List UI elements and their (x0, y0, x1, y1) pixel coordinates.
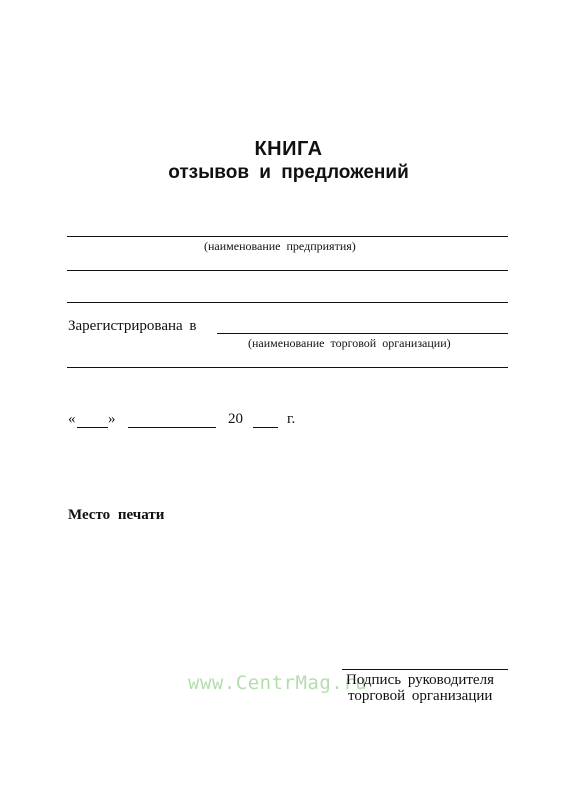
date-close-quote: » (108, 411, 116, 427)
document-title: КНИГА (254, 138, 323, 160)
document-subtitle: отзывов и предложений (168, 162, 409, 183)
enterprise-name-caption: (наименование предприятия) (204, 239, 356, 253)
registration-org-caption: (наименование торговой организации) (248, 336, 451, 350)
registration-org-line[interactable] (217, 333, 508, 334)
signature-line[interactable] (342, 669, 508, 670)
date-year-line[interactable] (253, 427, 278, 428)
signature-caption-line2: торговой организации (348, 688, 493, 704)
stamp-place-label: Место печати (68, 507, 165, 523)
date-year-suffix: г. (287, 411, 296, 427)
date-year-prefix: 20 (228, 411, 243, 427)
date-day-line[interactable] (77, 427, 108, 428)
enterprise-extra-line-1[interactable] (67, 270, 508, 271)
registration-extra-line[interactable] (67, 367, 508, 368)
enterprise-name-line[interactable] (67, 236, 508, 237)
registration-label: Зарегистрирована в (68, 318, 197, 334)
date-month-line[interactable] (128, 427, 216, 428)
enterprise-extra-line-2[interactable] (67, 302, 508, 303)
signature-caption-line1: Подпись руководителя (346, 672, 494, 688)
date-open-quote: « (68, 411, 76, 427)
watermark-text: www.CentrMag.ru (188, 672, 368, 694)
